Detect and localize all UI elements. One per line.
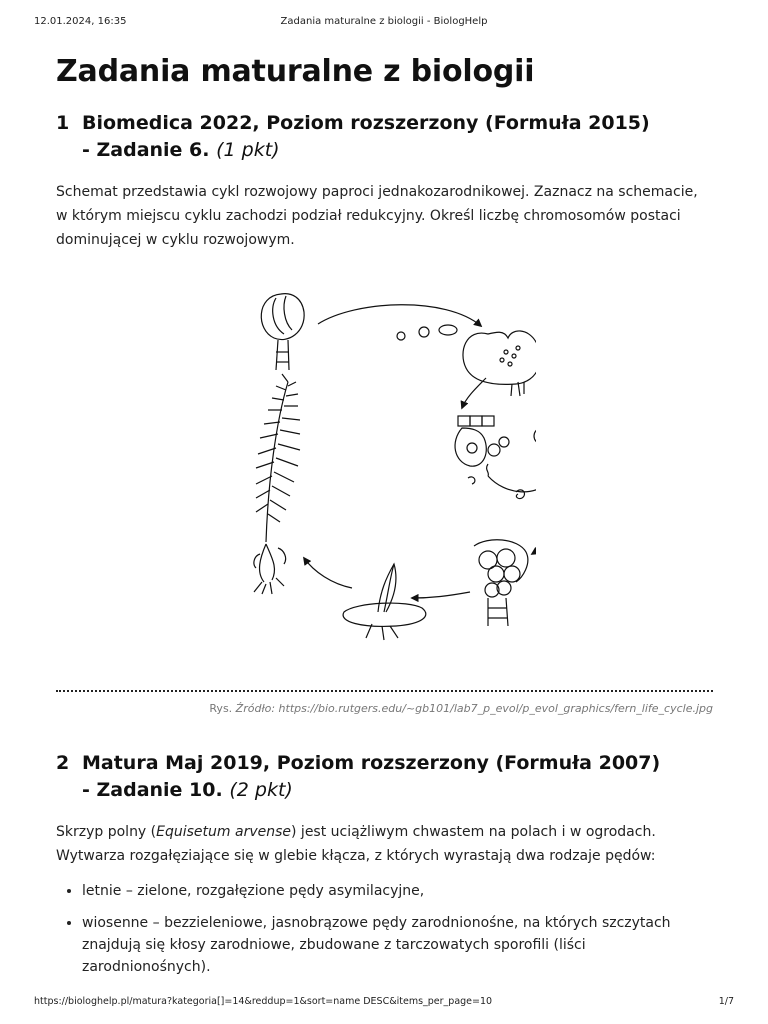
- figure-divider: [56, 690, 713, 692]
- task-1-body: Schemat przedstawia cykl rozwojowy paproci jednakozarodnikowej. Zaznacz na schemacie, w którym miejscu cyklu zachodzi podział redukcyjny. Określ liczbę chromosomów postaci dominującej w cyklu rozwojowym.: [56, 184, 698, 248]
- page-title: Zadania maturalne z biologii: [56, 54, 535, 89]
- print-header: [34, 16, 734, 30]
- archegonium-drawing: [455, 416, 509, 476]
- task-2-title-line1: Matura Maj 2019, Poziom rozszerzony (Formuła 2007): [82, 752, 661, 774]
- task-2-title-line2: - Zadanie 10.: [82, 779, 223, 801]
- task-1-points: (1 pkt): [216, 139, 280, 161]
- mature-fern-drawing: [254, 374, 300, 594]
- task-2-heading: [56, 750, 713, 804]
- task-2-title: [82, 750, 713, 804]
- task-2-number: 2: [56, 752, 70, 774]
- sporangium-drawing: [261, 294, 304, 370]
- fern-life-cycle-figure: [56, 274, 713, 674]
- task-1-heading: [56, 110, 713, 164]
- main-content: [56, 52, 713, 988]
- task-2-body-after: ) jest uciążliwym chwastem na polach i w ogrodach. Wytwarza rozgałęziające się w glebie kłącza, z których wyrastają dwa rodzaje pędów:: [56, 824, 656, 864]
- list-item: • letnie – zielone, rozgałęzione pędy asymilacyjne,: [82, 880, 713, 902]
- task-2-body: [56, 820, 713, 868]
- print-page-title: Zadania maturalne z biologii - BiologHelp: [280, 16, 488, 27]
- print-page-number: 1/7: [718, 996, 734, 1007]
- task-1-title: [82, 110, 713, 164]
- print-url: https://biologhelp.pl/matura?kategoria[]=14&reddup=1&sort=name DESC&items_per_page=10: [34, 996, 493, 1007]
- task-2-body-before: Skrzyp polny (: [56, 824, 157, 840]
- figure-caption: [56, 702, 713, 716]
- caption-source: Źródło: https://bio.rutgers.edu/~gb101/lab7_p_evol/p_evol_graphics/fern_life_cycle.jpg: [235, 702, 713, 715]
- task-2-points: (2 pkt): [229, 779, 293, 801]
- fern-life-cycle-illustration: [226, 282, 536, 652]
- gametophyte-drawing: [463, 331, 536, 396]
- young-sporophyte-drawing: [343, 564, 426, 640]
- task-2-species-name: Equisetum arvense: [156, 824, 292, 840]
- caption-prefix: Rys.: [209, 702, 233, 715]
- task-2-shoot-types-list: [56, 880, 713, 978]
- task-1-number: 1: [56, 112, 70, 134]
- antheridium-drawing: [534, 411, 536, 476]
- print-datetime: 12.01.2024, 16:35: [34, 16, 127, 27]
- task-1-title-line2: - Zadanie 6.: [82, 139, 210, 161]
- task-1-title-line1: Biomedica 2022, Poziom rozszerzony (Formuła 2015): [82, 112, 650, 134]
- print-footer: [34, 996, 734, 1010]
- embryo-drawing: [474, 540, 528, 626]
- list-item: • wiosenne – bezzieleniowe, jasnobrązowe pędy zarodnionośne, na których szczytach znajdują się kłosy zarodniowe, zbudowane z tarczowatych sporofili (liści zarodnionośnych).: [82, 912, 713, 978]
